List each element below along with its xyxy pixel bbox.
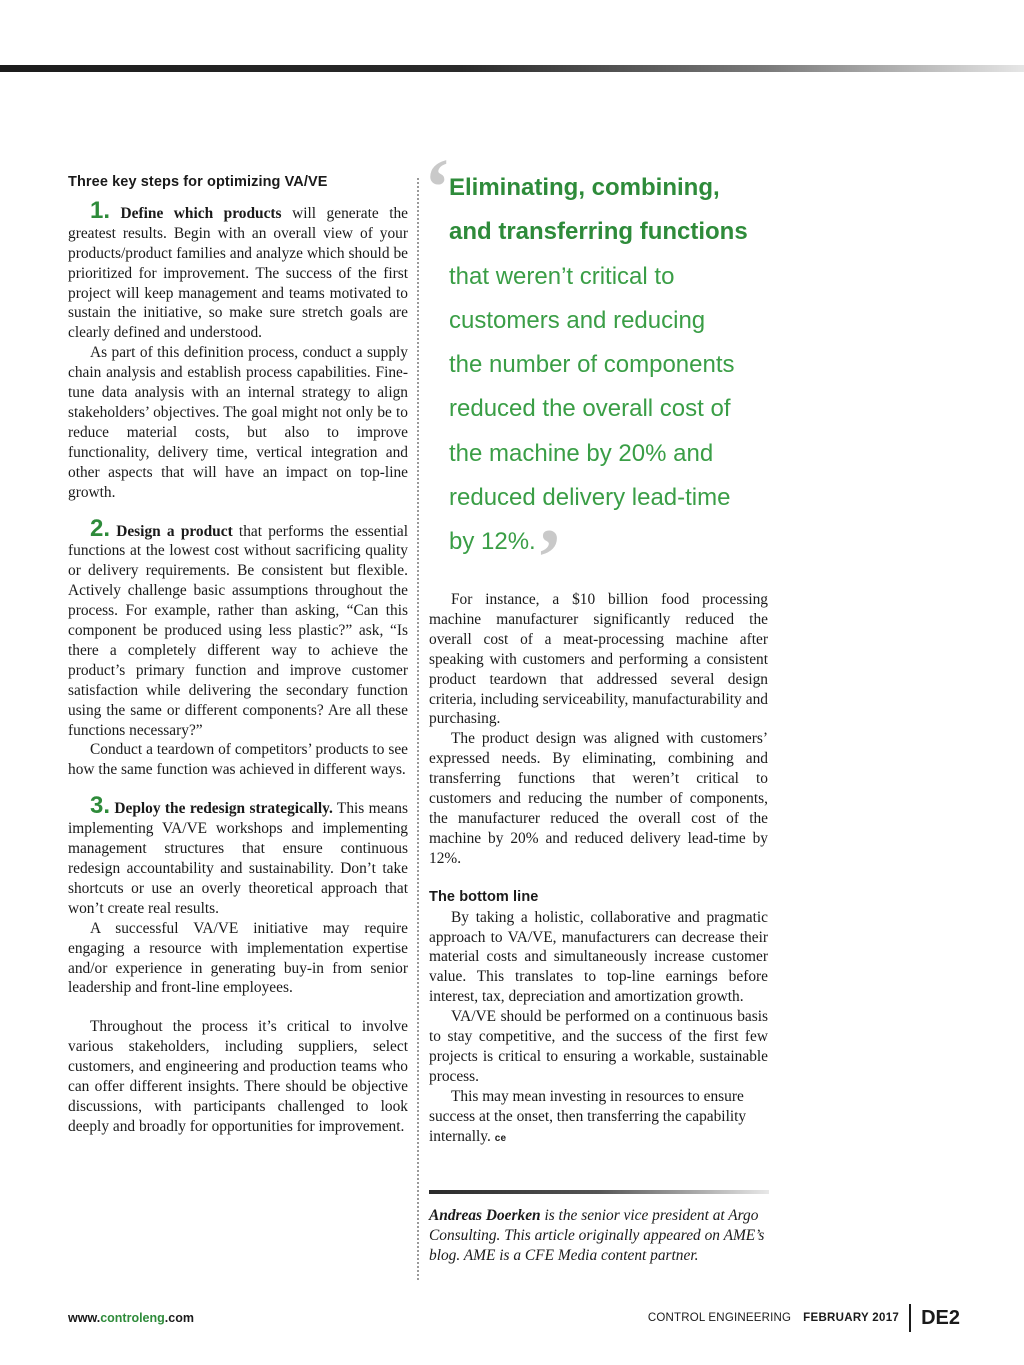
closing-paragraph: Throughout the process it’s critical to involve various stakeholders, including suppliers, select customers, and engineering and production teams who can offer different insights. There should be objective discussions, with participants challenged to look deeply and broadly for opportunities for improvement.	[68, 1018, 408, 1135]
step-body: will generate the greatest results. Begin with an overall view of your products/product families and analyze which should be prioritized for improvement. The success of the first project will keep management and teams motivated to sustain the initiative, so make sure stretch goals are clearly defined and understood.	[68, 204, 408, 342]
step-paragraph: Conduct a teardown of competitors’ products to see how the same function was achieved in different ways.	[68, 741, 408, 779]
pull-quote-line: by 12%.	[449, 528, 536, 556]
body-paragraph: The product design was aligned with customers’ expressed needs. By eliminating, combining and transferring functions that weren’t critical to customers and reducing the number of components, the manufacturer reduced the overall cost of the machine by 20% and reduced delivery lead-time by 12%.	[429, 730, 768, 867]
step-number: 2.	[90, 514, 111, 542]
step-body: that performs the essential functions at the lowest cost without sacrificing quality or delivery requirements. Be consistent but flexible. Actively challenge basic assumptions throughout the process. For example, rather than asking, “Can this component be produced using less plastic?” ask, “Is there a completely different way to achieve the product’s primary function and improve customer satisfaction while delivering the secondary function using the same or different components? Are all these functions necessary?”	[68, 522, 408, 739]
step-lead: Design a product	[116, 522, 233, 540]
issue-date: FEBRUARY 2017	[803, 1312, 900, 1324]
body-paragraph: This may mean investing in resources to ensure success at the onset, then transferring the capability internally.	[429, 1087, 747, 1145]
pull-quote	[449, 166, 779, 565]
section-heading: Three key steps for optimizing VA/VE	[68, 174, 328, 190]
pull-quote-line: and transferring functions	[449, 218, 748, 246]
author-name: Andreas Doerken	[429, 1207, 541, 1224]
column-divider	[417, 178, 419, 1280]
step-paragraph: A successful VA/VE initiative may require engaging a resource with implementation expertise and/or experience in generating buy-in from senior leadership and front-line employees.	[68, 919, 408, 997]
top-rule	[0, 65, 1024, 72]
body-paragraph: By taking a holistic, collaborative and pragmatic approach to VA/VE, manufacturers can decrease their material costs and simultaneously increase customer value. This translates to top-line earnings before interest, tax, depreciation and amortization growth.	[429, 908, 768, 1006]
pull-quote-line: the machine by 20% and	[449, 439, 714, 467]
step-number: 1.	[90, 196, 111, 224]
step-lead: Define which products	[120, 204, 282, 222]
step-number: 3.	[90, 792, 111, 820]
step-3	[68, 792, 408, 998]
close-quote-icon: ’	[536, 514, 563, 602]
magazine-name: CONTROL ENGINEERING	[647, 1312, 792, 1324]
pull-quote-line: that weren’t critical to	[449, 262, 675, 290]
open-quote-icon: ‘	[424, 144, 451, 232]
footer-folio	[648, 1303, 960, 1333]
body-paragraph: VA/VE should be performed on a continuous basis to stay competitive, and the success of the first few projects is critical to ensuring a workable, sustainable process.	[429, 1008, 768, 1085]
step-1	[68, 196, 408, 503]
body-paragraph: For instance, a $10 billion food processing machine manufacturer significantly reduced the overall cost of a meat-processing machine after speaking with customers and performing a consistent product teardown that addressed several design criteria, including serviceability, manufacturability and purchasing.	[429, 591, 768, 728]
pull-quote-line: reduced the overall cost of	[449, 395, 731, 423]
step-lead: Deploy the redesign strategically.	[114, 800, 333, 818]
author-bio: is the senior vice president at Argo Consulting. This article originally appeared on AME’s blog. AME is a CFE Media content partner.	[429, 1207, 765, 1264]
end-mark: ce	[494, 1132, 507, 1144]
left-column	[68, 173, 408, 1137]
bottom-line-heading: The bottom line	[429, 888, 539, 905]
step-2	[68, 514, 408, 781]
pull-quote-line: Eliminating, combining,	[449, 174, 720, 201]
footer-url[interactable]	[68, 1311, 194, 1325]
pull-quote-line: customers and reducing	[449, 306, 706, 334]
pull-quote-line: reduced delivery lead-time	[449, 484, 731, 512]
step-body: This means implementing VA/VE workshops and implementing management structures that ensure continuous redesign accountability and sustainability. Don’t take shortcuts or use an overly theoretical approach that won’t create real results.	[68, 800, 408, 917]
author-byline	[429, 1206, 768, 1266]
footer-divider	[909, 1304, 911, 1332]
pull-quote-line: the number of components	[449, 351, 735, 379]
url-brand: controleng	[100, 1311, 165, 1325]
url-suffix: .com	[164, 1311, 194, 1325]
byline-rule	[429, 1190, 769, 1194]
page-number: DE2	[921, 1306, 960, 1329]
right-column	[429, 590, 768, 1148]
step-paragraph: As part of this definition process, conduct a supply chain analysis and establish process capabilities. Fine-tune data analysis with an internal strategy to align stakeholders’ objectives. The goal might not only be to reduce material costs, but also to improve functionality, delivery time, vertical integration and other aspects that will have an impact on top-line growth.	[68, 344, 408, 501]
url-prefix: www.	[68, 1311, 101, 1325]
